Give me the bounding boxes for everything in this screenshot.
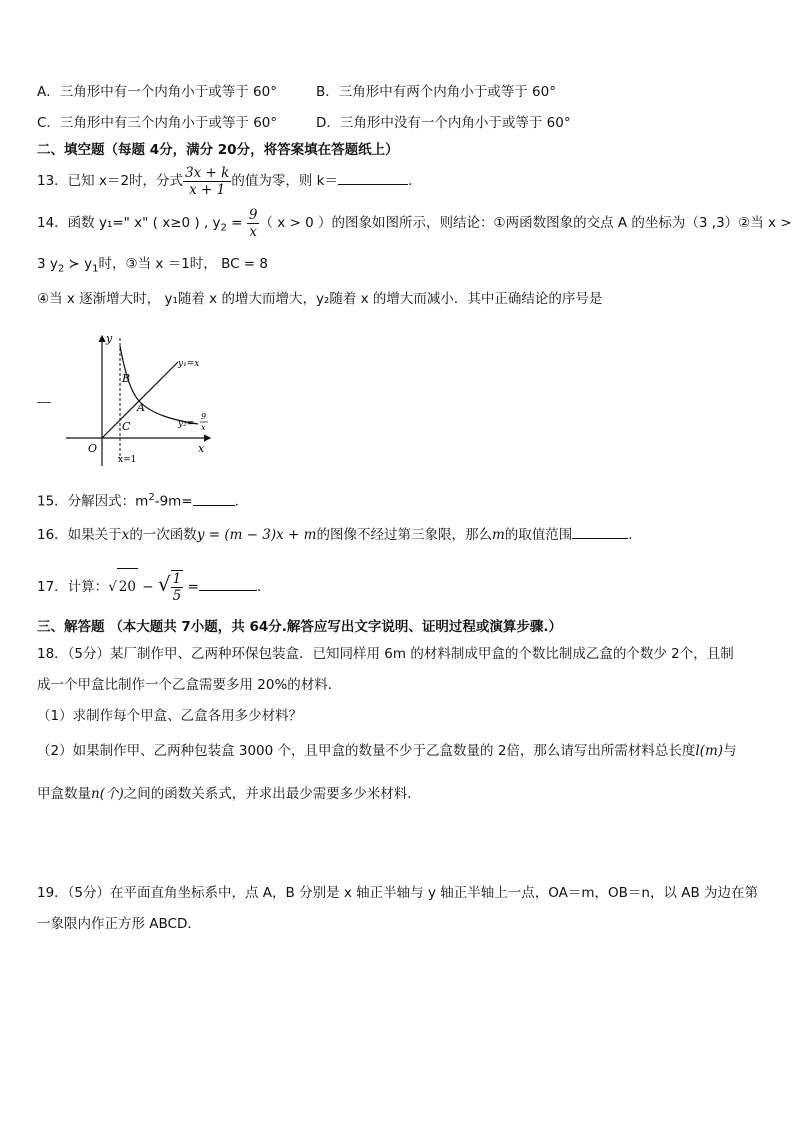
q13-denominator: x + 1 <box>189 181 226 198</box>
q15-rest: -9m= <box>154 493 193 510</box>
q12-option-a: A．三角形中有一个内角小于或等于 60° <box>37 84 277 100</box>
q13-suffix: 的值为零，则 k＝ <box>231 173 338 189</box>
q18-sub2-line1 <box>37 742 737 760</box>
label-y2-eq: y₂= <box>178 419 195 429</box>
q14-sub2: 2 <box>220 222 227 234</box>
q15-sup: 2 <box>148 492 155 503</box>
q13-prefix: 13．已知 x＝2时，分式 <box>37 173 184 189</box>
q12-option-d: D．三角形中没有一个内角小于或等于 60° <box>316 115 571 131</box>
label-y2-num: 9 <box>201 412 207 421</box>
q13-fraction <box>183 165 231 198</box>
question-14-line1 <box>37 205 792 247</box>
section3-title: 三、解答题 （本大题共 7小题，共 64分.解答应写出文字说明、证明过程或演算步骤.） <box>37 619 563 635</box>
q14-prefix: 14．函数 y₁=" x" ( x≥0 ) , y <box>37 215 221 231</box>
q16-suffix: 的取值范围 <box>504 527 573 543</box>
q17-answer-blank[interactable] <box>199 576 257 591</box>
q14-line2-sub1: 1 <box>92 263 99 275</box>
section2-title: 二、填空题（每题 4分，满分 20分，将答案填在答题纸上） <box>37 142 399 158</box>
sqrt-sign-large-icon: √ <box>157 572 171 596</box>
answer-dash <box>37 402 51 403</box>
sqrt-sign-icon: √ <box>108 579 117 595</box>
q15-end: . <box>234 493 239 510</box>
label-x-equals-1: x=1 <box>118 455 137 465</box>
question-17 <box>37 566 261 605</box>
question-15 <box>37 489 239 511</box>
q16-answer-blank[interactable] <box>572 524 628 539</box>
q12-option-c: C．三角形中有三个内角小于或等于 60° <box>37 115 278 131</box>
q14-mid: （ x > 0 ）的图象如图所示，则结论：①两函数图象的交点 A 的坐标为（3 ,3）②当 x > <box>259 215 792 231</box>
q14-eq: = <box>226 215 247 231</box>
q18-sub2a: （2）如果制作甲、乙两种包装盒 3000 个，且甲盒的数量不少于乙盒数量的 2倍，那么请写出所需材料总长度 <box>37 743 696 759</box>
q14-fraction <box>247 207 260 240</box>
question-16 <box>37 524 633 544</box>
q18-sub2c-b: 之间的函数关系式，并求出最少需要多少米材料． <box>123 786 421 802</box>
q18-line1: 18．（5分）某厂制作甲、乙两种环保包装盒．已知同样用 6m 的材料制成甲盒的个数比制成乙盒的个数少 2个，且制 <box>37 646 734 662</box>
q17-end: . <box>256 579 262 595</box>
q15-answer-blank[interactable] <box>193 491 235 506</box>
q15-text: 15．分解因式：m <box>37 493 149 510</box>
q17-sqrt20: 20 <box>117 568 138 605</box>
q14-line2a: 3 y <box>37 256 58 272</box>
q16-formula: y = (m − 3)x + m <box>196 527 317 543</box>
q12-option-b: B．三角形中有两个内角小于或等于 60° <box>316 84 556 100</box>
question-13: 13．已知 x＝2时，分式 $\frac{3x + k}{x + 1}$ 的值为零，则 k＝ . <box>37 164 413 198</box>
label-y1-eq: y₁=x <box>178 359 200 369</box>
q19-line1: 19．（5分）在平面直角坐标系中，点 A，B 分别是 x 轴正半轴与 y 轴正半轴上一点，OA＝m，OB＝n，以 AB 为边在第 <box>37 885 759 901</box>
q18-sub1: （1）求制作每个甲盒、乙盒各用多少材料？ <box>37 708 303 724</box>
q17-eq: = <box>183 579 199 595</box>
q14-denominator: x <box>249 223 257 240</box>
q16-end: . <box>628 527 633 543</box>
q16-mid2: 的图像不经过第三象限，那么 <box>316 527 492 543</box>
q17-prefix: 17．计算： <box>37 579 109 595</box>
q16-prefix: 16．如果关于 <box>37 527 122 543</box>
question-14-line3: ④当 x 逐渐增大时， y₁随着 x 的增大而增大，y₂随着 x 的增大而减小．其中正确结论的序号是 <box>37 291 603 307</box>
q13-numerator: 3x + k <box>185 164 230 181</box>
q16-mid: 的一次函数 <box>129 527 197 543</box>
q17-denominator: 5 <box>172 588 182 604</box>
label-c: C <box>122 420 131 433</box>
q14-line2c: 时，③当 x ＝1时， BC = 8 <box>98 256 269 272</box>
label-y2-den: x <box>201 423 206 432</box>
label-a: A <box>137 401 145 414</box>
q16-m: m <box>491 527 505 543</box>
function-graph <box>60 328 220 468</box>
q18-line2: 成一个甲盒比制作一个乙盒需要多用 20%的材料． <box>37 677 342 693</box>
q17-fraction <box>171 570 184 604</box>
question-14-line2 <box>37 255 268 279</box>
q14-line2-sub2: 2 <box>57 263 65 275</box>
q13-answer-blank[interactable] <box>338 170 408 185</box>
q17-minus: − <box>137 579 158 595</box>
curve-y2 <box>120 346 198 424</box>
q16-x: x <box>121 527 130 543</box>
q17-numerator: 1 <box>172 571 182 587</box>
label-x: x <box>198 442 205 455</box>
q19-line2: 一象限内作正方形 ABCD． <box>37 916 201 932</box>
q18-sub2-n: n(个) <box>91 786 124 802</box>
q18-sub2-line2 <box>37 785 421 803</box>
q18-sub2b: 与 <box>723 743 737 759</box>
label-y: y <box>106 332 113 345</box>
label-origin: O <box>88 442 98 455</box>
q18-sub2-l: l(m) <box>695 743 724 759</box>
line-y1 <box>102 362 178 438</box>
label-b: B <box>122 372 131 385</box>
q14-numerator: 9 <box>248 206 258 223</box>
q14-line2b: ≻ y <box>64 256 93 272</box>
q18-sub2c-a: 甲盒数量 <box>37 786 91 802</box>
